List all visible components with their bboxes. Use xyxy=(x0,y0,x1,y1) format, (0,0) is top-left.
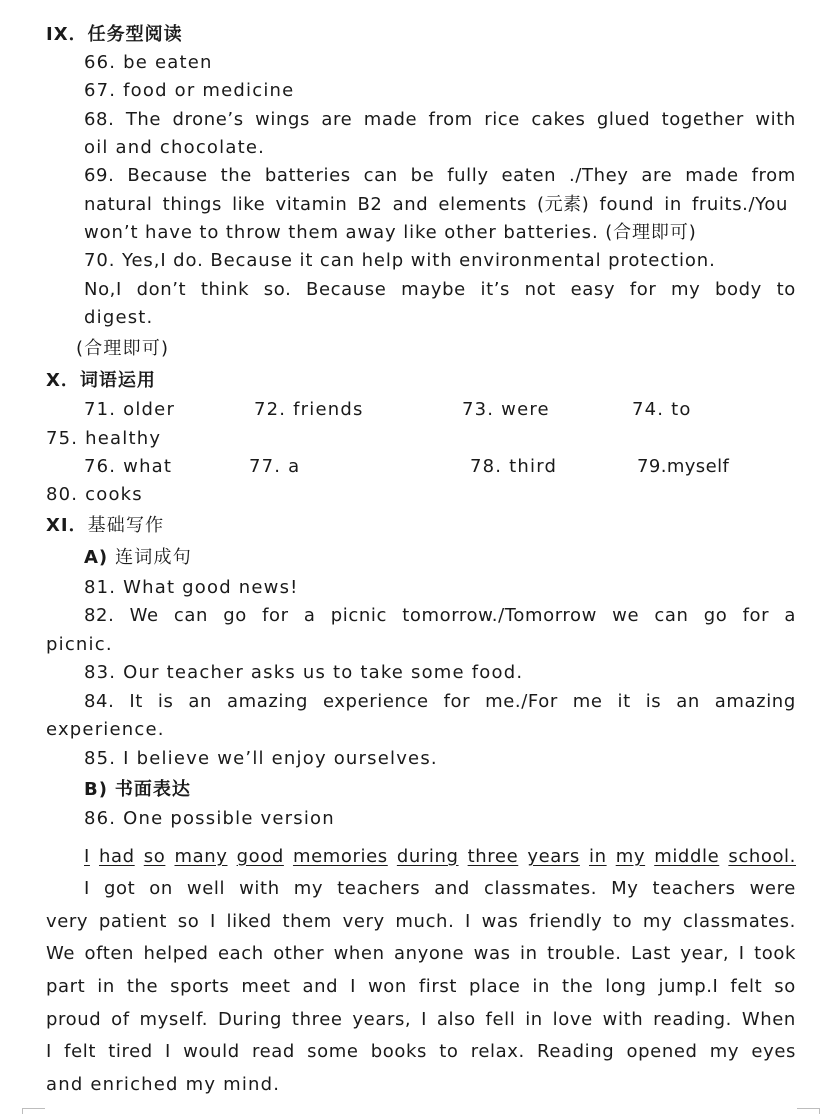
word: reading. xyxy=(653,1009,732,1030)
word: had xyxy=(99,846,135,867)
word: with xyxy=(755,109,796,130)
word: memories xyxy=(292,846,388,867)
page-corner-mark-left xyxy=(22,1108,45,1114)
word: can xyxy=(363,165,398,186)
word: them xyxy=(282,911,332,932)
word: teachers xyxy=(337,878,421,899)
word: my xyxy=(615,846,646,867)
word: found xyxy=(599,194,655,215)
word: with xyxy=(239,878,280,899)
word: of xyxy=(111,1009,130,1030)
word: Reading xyxy=(537,1041,615,1062)
word: tomorrow./Tomorrow xyxy=(402,605,597,626)
word: love xyxy=(552,1009,593,1030)
word: the xyxy=(561,976,594,997)
word: often xyxy=(84,943,135,964)
word: elements xyxy=(438,194,527,215)
section-xi-number: XI． xyxy=(46,515,88,536)
word: natural xyxy=(84,194,153,215)
answer-84-cont: experience. xyxy=(46,719,165,740)
word: Last xyxy=(631,943,671,964)
word: other xyxy=(273,943,325,964)
essay-last-line: and enriched my mind. xyxy=(46,1074,281,1095)
word: in xyxy=(520,943,538,964)
word: fell xyxy=(485,1009,516,1030)
word: would xyxy=(183,1041,240,1062)
word: during xyxy=(396,846,459,867)
word: body xyxy=(715,279,762,300)
word: are xyxy=(321,109,353,130)
word: go xyxy=(223,605,247,626)
word: meet xyxy=(241,976,291,997)
word: cakes xyxy=(531,109,586,130)
part-a-label: A) xyxy=(84,547,109,568)
answer-68 xyxy=(84,109,796,131)
word: well xyxy=(186,878,226,899)
answer-83: 83. Our teacher asks us to take some food. xyxy=(84,662,524,683)
word: and xyxy=(302,976,339,997)
answer-72: 72. friends xyxy=(254,399,364,420)
word: in xyxy=(589,846,607,867)
word: a xyxy=(303,605,316,626)
word: for xyxy=(742,605,770,626)
word: The xyxy=(125,109,162,130)
answer-77: 77. a xyxy=(249,456,301,477)
answer-74: 74. to xyxy=(632,399,692,420)
answer-66: 66. be eaten xyxy=(84,52,213,73)
essay-line-1 xyxy=(84,878,796,900)
word: maybe xyxy=(401,279,466,300)
word: school. xyxy=(728,846,796,867)
word: 68. xyxy=(84,109,115,130)
word: tired xyxy=(108,1041,153,1062)
word: the xyxy=(126,976,159,997)
word: I xyxy=(465,911,471,932)
word: my xyxy=(293,878,324,899)
answer-69 xyxy=(84,165,796,187)
page-corner-mark-right xyxy=(797,1108,820,1114)
word: in xyxy=(525,1009,543,1030)
word: we xyxy=(612,605,640,626)
word: classmates. xyxy=(483,878,598,899)
word: some xyxy=(307,1041,359,1062)
word: with xyxy=(602,1009,644,1030)
word: my xyxy=(709,1041,740,1062)
answer-84 xyxy=(84,691,796,713)
word: so. xyxy=(263,279,292,300)
word: books xyxy=(370,1041,428,1062)
word: easy xyxy=(570,279,616,300)
word: experience xyxy=(322,691,429,712)
word: I xyxy=(350,976,356,997)
word: patient xyxy=(98,911,168,932)
word: and xyxy=(434,878,470,899)
word: classmates. xyxy=(682,911,796,932)
word: like xyxy=(232,194,266,215)
answer-70-yes: 70. Yes,I do. Because it can help with environmental protection. xyxy=(84,250,716,271)
word: in xyxy=(97,976,115,997)
answer-78: 78. third xyxy=(470,456,558,477)
word: many xyxy=(174,846,228,867)
word: (元素) xyxy=(536,194,590,215)
word: to xyxy=(612,911,633,932)
essay-line-2 xyxy=(46,911,796,933)
word: years xyxy=(527,846,580,867)
word: in xyxy=(532,976,550,997)
word: in xyxy=(664,194,682,215)
word: don’t xyxy=(136,279,187,300)
word: opened xyxy=(626,1041,698,1062)
word: Because xyxy=(127,165,208,186)
part-b-label: B) xyxy=(84,779,108,800)
word: drone’s xyxy=(172,109,244,130)
word: years, xyxy=(352,1009,412,1030)
answer-71: 71. older xyxy=(84,399,176,420)
word: wings xyxy=(255,109,311,130)
word: I xyxy=(46,1041,52,1062)
word: for xyxy=(262,605,289,626)
word: trouble. xyxy=(547,943,622,964)
word: glued xyxy=(596,109,651,130)
word: to xyxy=(776,279,796,300)
word: are xyxy=(641,165,673,186)
word: each xyxy=(217,943,264,964)
word: sports xyxy=(170,976,230,997)
word: teachers xyxy=(652,878,736,899)
word: middle xyxy=(654,846,720,867)
answer-70-no xyxy=(84,279,796,301)
word: from xyxy=(751,165,796,186)
word: won xyxy=(367,976,407,997)
word: fruits./You xyxy=(691,194,788,215)
answer-81: 81. What good news! xyxy=(84,577,299,598)
word: I xyxy=(209,911,216,932)
word: I xyxy=(84,878,90,899)
word: is xyxy=(157,691,174,712)
word: an xyxy=(188,691,213,712)
part-b-title: 书面表达 xyxy=(114,779,191,800)
word: on xyxy=(149,878,173,899)
word: anyone xyxy=(394,943,465,964)
word: good xyxy=(236,846,284,867)
word: so xyxy=(774,976,796,997)
word: much. xyxy=(395,911,455,932)
word: It xyxy=(129,691,143,712)
word: made xyxy=(363,109,418,130)
word: amazing xyxy=(714,691,796,712)
word: not xyxy=(524,279,556,300)
word: My xyxy=(611,878,639,899)
word: 84. xyxy=(84,691,115,712)
word: for xyxy=(629,279,657,300)
word: myself. xyxy=(139,1009,209,1030)
word: a xyxy=(784,605,796,626)
answer-67: 67. food or medicine xyxy=(84,80,295,101)
answer-70-note: (合理即可) xyxy=(76,338,170,359)
word: was xyxy=(473,943,511,964)
word: from xyxy=(428,109,473,130)
word: ./They xyxy=(569,165,629,186)
word: B2 xyxy=(357,194,383,215)
answer-80: 80. cooks xyxy=(46,484,143,505)
word: part xyxy=(46,976,86,997)
word: proud xyxy=(46,1009,102,1030)
answer-85: 85. I believe we’ll enjoy ourselves. xyxy=(84,748,438,769)
word: be xyxy=(410,165,435,186)
word: read xyxy=(251,1041,295,1062)
word: were xyxy=(749,878,796,899)
word: three xyxy=(291,1009,343,1030)
word: batteries xyxy=(264,165,351,186)
word: fully xyxy=(447,165,489,186)
answer-82-cont: picnic. xyxy=(46,634,113,655)
word: so xyxy=(177,911,200,932)
word: three xyxy=(467,846,519,867)
essay-line-3 xyxy=(46,943,796,965)
word: took xyxy=(754,943,796,964)
section-x-heading: X．词语运用 xyxy=(46,370,156,391)
word: is xyxy=(645,691,662,712)
word: together xyxy=(661,109,744,130)
word: friendly xyxy=(529,911,603,932)
word: place xyxy=(469,976,521,997)
word: When xyxy=(741,1009,796,1030)
word: an xyxy=(676,691,700,712)
word: go xyxy=(703,605,728,626)
word: 69. xyxy=(84,165,115,186)
answer-70-no-cont: digest. xyxy=(84,307,154,328)
answer-76: 76. what xyxy=(84,456,173,477)
word: made xyxy=(685,165,739,186)
word: felt xyxy=(64,1041,97,1062)
word: long xyxy=(605,976,647,997)
word: No,I xyxy=(84,279,122,300)
word: very xyxy=(342,911,385,932)
word: I xyxy=(165,1041,171,1062)
word: I xyxy=(421,1009,428,1030)
answer-79: 79.myself xyxy=(637,456,730,477)
word: it xyxy=(617,691,631,712)
section-ix-heading: IX．任务型阅读 xyxy=(46,24,183,45)
part-a-heading xyxy=(84,547,192,569)
word: can xyxy=(654,605,689,626)
word: amazing xyxy=(226,691,309,712)
section-xi-heading xyxy=(46,515,164,537)
word: and xyxy=(392,194,429,215)
word: 82. xyxy=(84,605,115,626)
word: helped xyxy=(143,943,209,964)
word: things xyxy=(162,194,222,215)
word: I xyxy=(738,943,745,964)
answer-68-cont: oil and chocolate. xyxy=(84,137,266,158)
word: year, xyxy=(680,943,730,964)
word: the xyxy=(220,165,252,186)
word: me xyxy=(572,691,603,712)
essay-line-4 xyxy=(46,976,796,998)
word: think xyxy=(200,279,250,300)
word: can xyxy=(173,605,209,626)
answer-75: 75. healthy xyxy=(46,428,162,449)
word: to xyxy=(439,1041,459,1062)
word: me./For xyxy=(485,691,558,712)
word: vitamin xyxy=(275,194,348,215)
word: picnic xyxy=(330,605,387,626)
word: We xyxy=(46,943,76,964)
part-b-heading xyxy=(84,779,191,801)
word: eyes xyxy=(751,1041,796,1062)
word: jump.I xyxy=(658,976,719,997)
word: eaten xyxy=(501,165,557,186)
word: so xyxy=(143,846,166,867)
essay-first-line xyxy=(84,846,796,868)
word: felt xyxy=(730,976,763,997)
word: first xyxy=(418,976,458,997)
word: my xyxy=(642,911,673,932)
word: very xyxy=(46,911,89,932)
answer-69-cont-1 xyxy=(84,194,788,216)
word: Because xyxy=(306,279,387,300)
word: rice xyxy=(484,109,520,130)
answer-69-cont-2: won’t have to throw them away like other batteries. (合理即可) xyxy=(84,222,697,243)
part-a-title: 连词成句 xyxy=(115,547,192,568)
word: relax. xyxy=(470,1041,525,1062)
essay-line-5 xyxy=(46,1009,796,1031)
answer-86: 86. One possible version xyxy=(84,808,335,829)
answer-82 xyxy=(84,605,796,627)
word: also xyxy=(436,1009,476,1030)
word: was xyxy=(481,911,519,932)
word: my xyxy=(670,279,701,300)
answer-73: 73. were xyxy=(462,399,550,420)
word: got xyxy=(103,878,136,899)
word: it’s xyxy=(480,279,511,300)
word: when xyxy=(333,943,385,964)
section-xi-title: 基础写作 xyxy=(87,515,165,536)
essay-line-6 xyxy=(46,1041,796,1063)
word: for xyxy=(443,691,471,712)
word: We xyxy=(129,605,159,626)
word: liked xyxy=(226,911,272,932)
word: During xyxy=(217,1009,283,1030)
word: I xyxy=(84,846,90,867)
